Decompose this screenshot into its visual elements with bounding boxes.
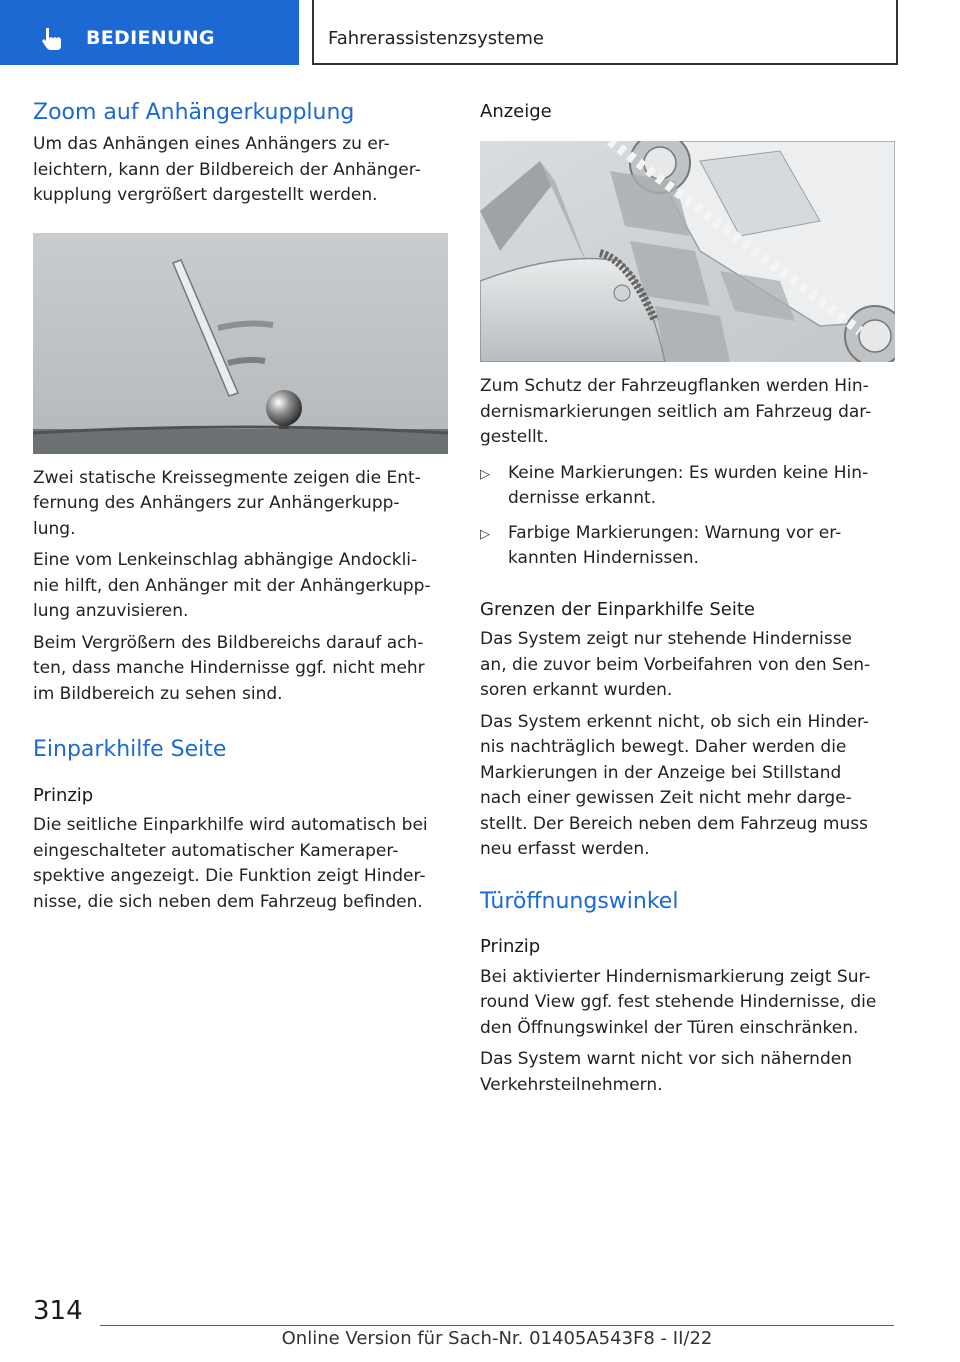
side-parking-display-image [480,141,895,362]
trailer-hitch-image [33,233,448,454]
subheading-anzeige: Anzeige [480,101,552,122]
right-column [480,100,895,1098]
segments-text: Zwei statische Kreissegmente zeigen die Ent- fernung des Anhängers zur Anhängerkupp- lung. [33,467,421,539]
einparkhilfe-text: Die seitliche Einparkhilfe wird automatisch bei eingeschalteter automatischer Kameraper- spektive angezeigt. Die Funktion zeigt Hinder- nisse, die sich neben dem Fahrzeug befinden. [33,815,428,912]
chapter-title: Fahrerassistenzsysteme [328,28,544,49]
chapter-header [312,0,898,65]
subheading-prinzip-tuer: Prinzip [480,936,541,958]
subheading-grenzen: Grenzen der Einparkhilfe Seite [480,598,755,620]
tuer-text-2: Das System warnt nicht vor sich nähernden Verkehrsteilnehmern. [480,1049,852,1095]
docking-line-text: Eine vom Lenkeinschlag abhängige Andockli- nie hilft, den Anhänger mit der Anhängerkupp- lung anzuvisieren. [33,550,431,622]
footer-divider [100,1325,894,1326]
schutz-text: Zum Schutz der Fahrzeugflanken werden Hin- dernismarkierungen seitlich am Fahrzeug dar- gestellt. [480,376,872,448]
section-label: BEDIENUNG [86,27,215,49]
bullet-keine-markierungen: ▷ Keine Markierungen: Es wurden keine Hin- dernisse erkannt. [480,461,895,512]
left-column [33,100,448,915]
section-tab [0,0,299,65]
pointing-hand-icon [40,26,66,52]
page-number: 314 [33,1296,83,1326]
grenzen-text-2: Das System erkennt nicht, ob sich ein Hinder- nis nachträglich bewegt. Daher werden die Markierungen in der Anzeige bei Stillstand nach einer gewissen Zeit nicht mehr darge- stellt. Der Bereich neben dem Fahrzeug muss neu erfasst werden. [480,711,870,860]
bullet-triangle-icon: ▷ [480,466,490,482]
zoom-text: Um das Anhängen eines Anhängers zu er- leichtern, kann der Bildbereich der Anhänger- kupplung vergrößert dargestellt werden. [33,134,421,206]
grenzen-text-1: Das System zeigt nur stehende Hindernisse an, die zuvor beim Vorbeifahren von den Sen- soren erkannt wurden. [480,629,871,701]
heading-einparkhilfe: Einparkhilfe Seite [33,737,227,763]
heading-tueroeffnungswinkel: Türöffnungswinkel [480,888,679,914]
subheading-prinzip: Prinzip [33,784,94,806]
bullet-farbige-markierungen: ▷ Farbige Markierungen: Warnung vor er- kannten Hindernissen. [480,521,895,572]
zoom-warning-text: Beim Vergrößern des Bildbereichs darauf ach- ten, dass manche Hindernisse ggf. nicht mehr im Bildbereich zu sehen sind. [33,632,425,704]
heading-zoom: Zoom auf Anhängerkupplung [33,100,355,125]
online-version-text: Online Version für Sach-Nr. 01405A543F8 - II/22 [281,1328,713,1349]
bullet-triangle-icon: ▷ [480,526,490,542]
tuer-text-1: Bei aktivierter Hindernismarkierung zeigt Sur- round View ggf. fest stehende Hindernisse, die den Öffnungswinkel der Türen einschränken. [480,966,877,1038]
